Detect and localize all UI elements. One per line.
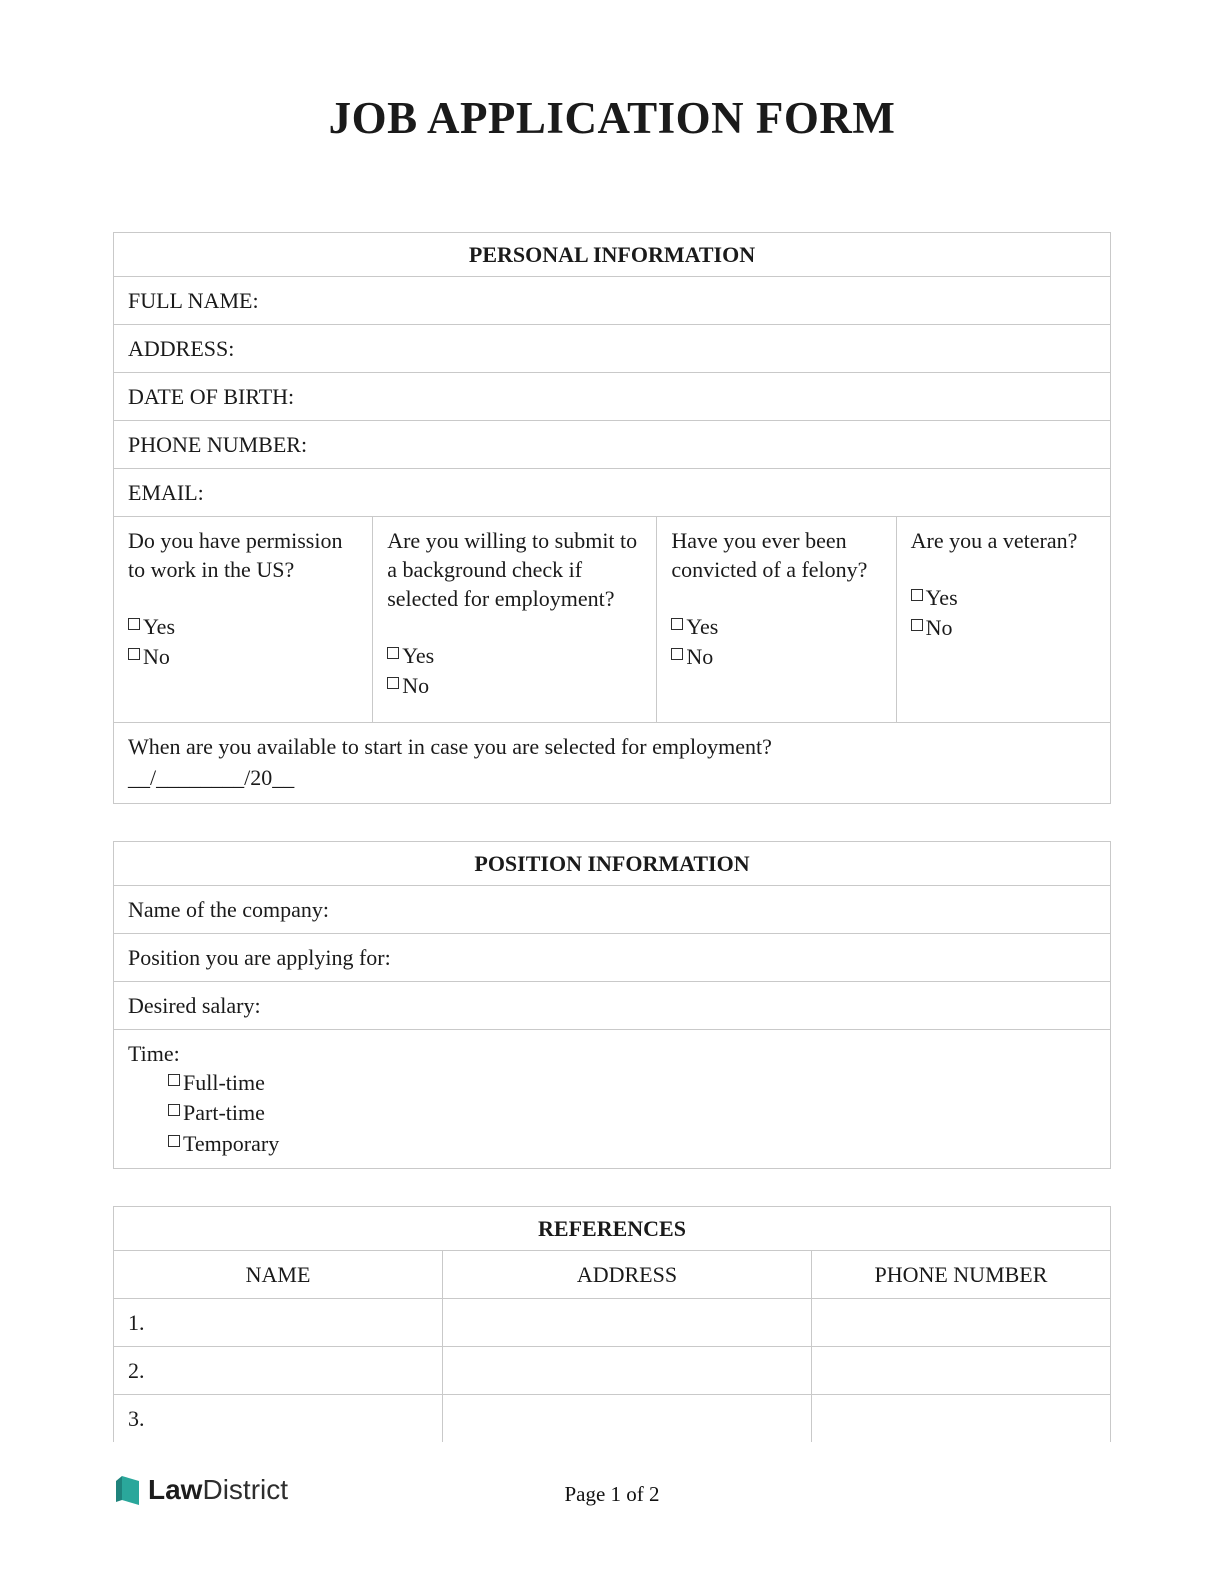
logo-text-law: Law (148, 1474, 203, 1505)
field-label-phone-number: PHONE NUMBER: (128, 432, 308, 458)
field-row-date-of-birth[interactable] (114, 373, 1111, 421)
reference-3-number: 3. (128, 1406, 145, 1432)
checkbox-felony-no[interactable] (671, 648, 683, 660)
field-label-full-name: FULL NAME: (128, 288, 259, 314)
checkbox-work-permission-yes[interactable] (128, 618, 140, 630)
field-row-position-applying[interactable] (114, 933, 1111, 981)
table-row (114, 1299, 1111, 1347)
checkbox-background-check-yes[interactable] (387, 647, 399, 659)
question-work-permission (114, 517, 373, 723)
option-label-yes: Yes (402, 643, 435, 669)
field-row-full-name[interactable] (114, 277, 1111, 325)
field-row-phone-number[interactable] (114, 421, 1111, 469)
field-row-address[interactable] (114, 325, 1111, 373)
reference-1-number: 1. (128, 1310, 145, 1336)
table-row (114, 1395, 1111, 1443)
section-header-references: REFERENCES (114, 1207, 1111, 1251)
logo-text (148, 1474, 288, 1506)
availability-date-blank[interactable]: __/________/20__ (128, 764, 295, 790)
option-label-no: No (686, 644, 714, 670)
reference-2-phone-cell[interactable] (811, 1347, 1110, 1395)
reference-1-name-cell[interactable] (114, 1299, 443, 1347)
option-label-part-time: Part-time (183, 1100, 265, 1126)
field-label-company-name: Name of the company: (128, 896, 329, 922)
field-row-email[interactable] (114, 469, 1111, 517)
field-label-desired-salary: Desired salary: (128, 992, 261, 1018)
option-label-no: No (143, 644, 170, 670)
references-column-name: NAME (114, 1251, 443, 1299)
reference-1-address-cell[interactable] (443, 1299, 812, 1347)
time-row (114, 1029, 1111, 1168)
checkbox-felony-yes[interactable] (671, 618, 683, 630)
field-row-company-name[interactable] (114, 885, 1111, 933)
page-indicator: Page 1 of 2 (564, 1482, 660, 1506)
reference-3-phone-cell[interactable] (811, 1395, 1110, 1443)
reference-2-number: 2. (128, 1358, 145, 1384)
field-row-desired-salary[interactable] (114, 981, 1111, 1029)
question-text-background-check: Are you willing to submit to a background check if selected for employment? (387, 528, 638, 612)
question-text-work-permission: Do you have permission to work in the US? (128, 528, 343, 583)
section-header-position-information: POSITION INFORMATION (114, 841, 1111, 885)
availability-question: When are you available to start in case you are selected for employment? (128, 734, 772, 760)
checkbox-veteran-yes[interactable] (911, 589, 923, 601)
option-label-yes: Yes (686, 614, 719, 640)
field-label-date-of-birth: DATE OF BIRTH: (128, 384, 295, 410)
checkbox-work-permission-no[interactable] (128, 648, 140, 660)
lawdistrict-logo (113, 1474, 288, 1506)
option-label-yes: Yes (143, 614, 176, 640)
option-label-full-time: Full-time (183, 1069, 265, 1095)
references-column-address: ADDRESS (443, 1251, 812, 1299)
reference-1-phone-cell[interactable] (811, 1299, 1110, 1347)
reference-3-address-cell[interactable] (443, 1395, 812, 1443)
option-label-no: No (402, 673, 430, 699)
question-text-veteran: Are you a veteran? (910, 528, 1078, 554)
option-label-yes: Yes (925, 585, 958, 611)
checkbox-full-time[interactable] (168, 1074, 180, 1086)
question-felony (657, 517, 896, 723)
position-information-table (113, 841, 1111, 1169)
table-row (114, 1347, 1111, 1395)
logo-text-district: District (202, 1474, 289, 1505)
reference-2-address-cell[interactable] (443, 1347, 812, 1395)
page-title: JOB APPLICATION FORM (328, 93, 896, 143)
section-header-personal-information: PERSONAL INFORMATION (114, 233, 1111, 277)
availability-row[interactable] (114, 723, 1111, 804)
footer (0, 1474, 1224, 1514)
checkbox-temporary[interactable] (168, 1135, 180, 1147)
question-background-check (373, 517, 657, 723)
lawdistrict-logo-icon (113, 1475, 141, 1506)
field-label-address: ADDRESS: (128, 336, 235, 362)
time-label: Time: (128, 1040, 180, 1066)
question-text-felony: Have you ever been convicted of a felony? (671, 528, 868, 583)
option-label-temporary: Temporary (183, 1130, 280, 1156)
checkbox-background-check-no[interactable] (387, 677, 399, 689)
checkbox-veteran-no[interactable] (911, 619, 923, 631)
references-table (113, 1206, 1111, 1442)
question-veteran (896, 517, 1110, 723)
references-column-phone: PHONE NUMBER (811, 1251, 1110, 1299)
personal-information-table (113, 232, 1111, 804)
checkbox-part-time[interactable] (168, 1104, 180, 1116)
field-label-position-applying: Position you are applying for: (128, 944, 391, 970)
field-label-email: EMAIL: (128, 480, 204, 506)
option-label-no: No (925, 615, 953, 641)
reference-2-name-cell[interactable] (114, 1347, 443, 1395)
reference-3-name-cell[interactable] (114, 1395, 443, 1443)
